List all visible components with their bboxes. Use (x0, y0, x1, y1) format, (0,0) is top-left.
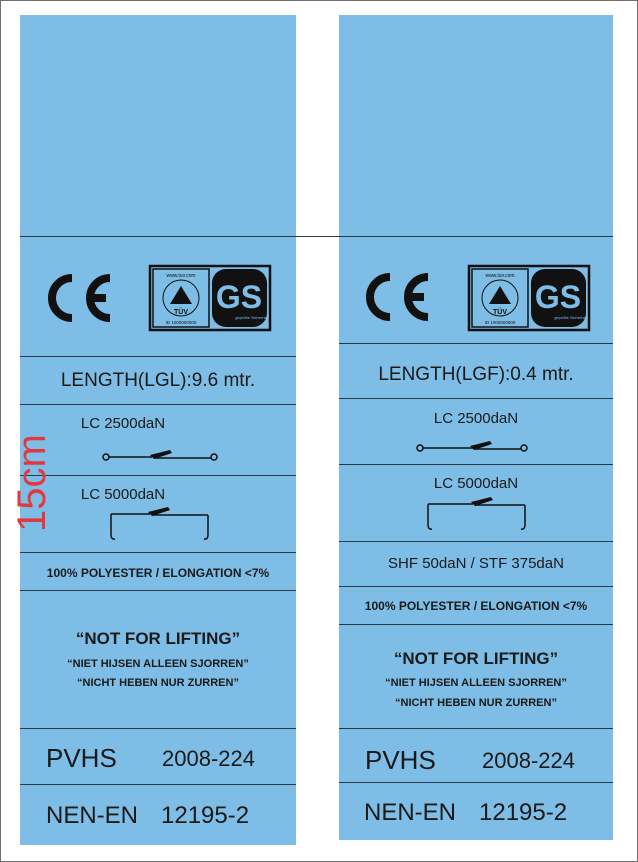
pvhs-number: 2008-224 (162, 746, 255, 771)
warning-nl: “NIET HIJSEN ALLEEN SJORREN” (385, 677, 567, 689)
lc-double-text: LC 5000daN (80, 486, 166, 503)
svg-text:geprüfte Sicherheit: geprüfte Sicherheit (554, 315, 588, 320)
tuv-gs-mark-icon (148, 264, 272, 332)
svg-text:ID 1000000000: ID 1000000000 (165, 320, 197, 325)
warning-main: “NOT FOR LIFTING” (75, 629, 241, 648)
divider (20, 728, 296, 729)
svg-text:ID 1000000000: ID 1000000000 (484, 320, 516, 325)
divider (20, 552, 296, 553)
warning-main: “NOT FOR LIFTING” (393, 649, 559, 668)
ce-mark-icon (360, 269, 436, 325)
divider (339, 624, 613, 625)
warning-de: “NICHT HEBEN NUR ZURREN” (77, 677, 239, 689)
label-connector-line (296, 236, 339, 237)
double-strap-icon (108, 504, 214, 544)
svg-text:GS: GS (534, 279, 582, 315)
divider (20, 590, 296, 591)
double-strap-icon (425, 494, 531, 534)
divider (339, 464, 613, 465)
divider (339, 782, 613, 783)
divider (20, 236, 296, 237)
pvhs-label: PVHS (365, 745, 436, 775)
nen-label: NEN-EN (364, 799, 457, 826)
material-text: 100% POLYESTER / ELONGATION <7% (364, 599, 588, 613)
divider (339, 236, 613, 237)
material-text: 100% POLYESTER / ELONGATION <7% (46, 566, 270, 580)
svg-text:geprüfte Sicherheit: geprüfte Sicherheit (235, 315, 269, 320)
length-text: LENGTH(LGF):0.4 mtr. (378, 364, 574, 385)
svg-text:GS: GS (215, 279, 263, 315)
divider (339, 541, 613, 542)
svg-text:www.tuv.com: www.tuv.com (166, 273, 196, 279)
divider (20, 475, 296, 476)
nen-number: 12195-2 (161, 802, 250, 829)
svg-text:www.tuv.com: www.tuv.com (485, 273, 515, 279)
label-right (339, 15, 613, 840)
length-text: LENGTH(LGL):9.6 mtr. (60, 370, 256, 391)
ce-mark-icon (42, 270, 118, 326)
divider (339, 398, 613, 399)
svg-text:TÜV: TÜV (174, 309, 188, 316)
forces-text: SHF 50daN / STF 375daN (388, 555, 564, 572)
divider (20, 784, 296, 785)
svg-text:TÜV: TÜV (493, 309, 507, 316)
pvhs-label: PVHS (46, 743, 117, 773)
warning-nl: “NIET HIJSEN ALLEEN SJORREN” (67, 658, 249, 670)
lc-double-text: LC 5000daN (433, 475, 519, 492)
nen-number: 12195-2 (479, 799, 568, 826)
lc-single-text: LC 2500daN (80, 415, 166, 432)
divider (20, 356, 296, 357)
single-strap-icon (416, 438, 528, 458)
nen-label: NEN-EN (46, 802, 139, 829)
divider (20, 404, 296, 405)
pvhs-number: 2008-224 (482, 748, 575, 773)
side-dimension-note: 15cm (10, 434, 54, 532)
divider (339, 586, 613, 587)
label-left (20, 15, 296, 845)
warning-de: “NICHT HEBEN NUR ZURREN” (395, 697, 557, 709)
single-strap-icon (102, 447, 218, 467)
tuv-gs-mark-icon (467, 264, 591, 332)
divider (339, 343, 613, 344)
divider (339, 728, 613, 729)
lc-single-text: LC 2500daN (433, 410, 519, 427)
